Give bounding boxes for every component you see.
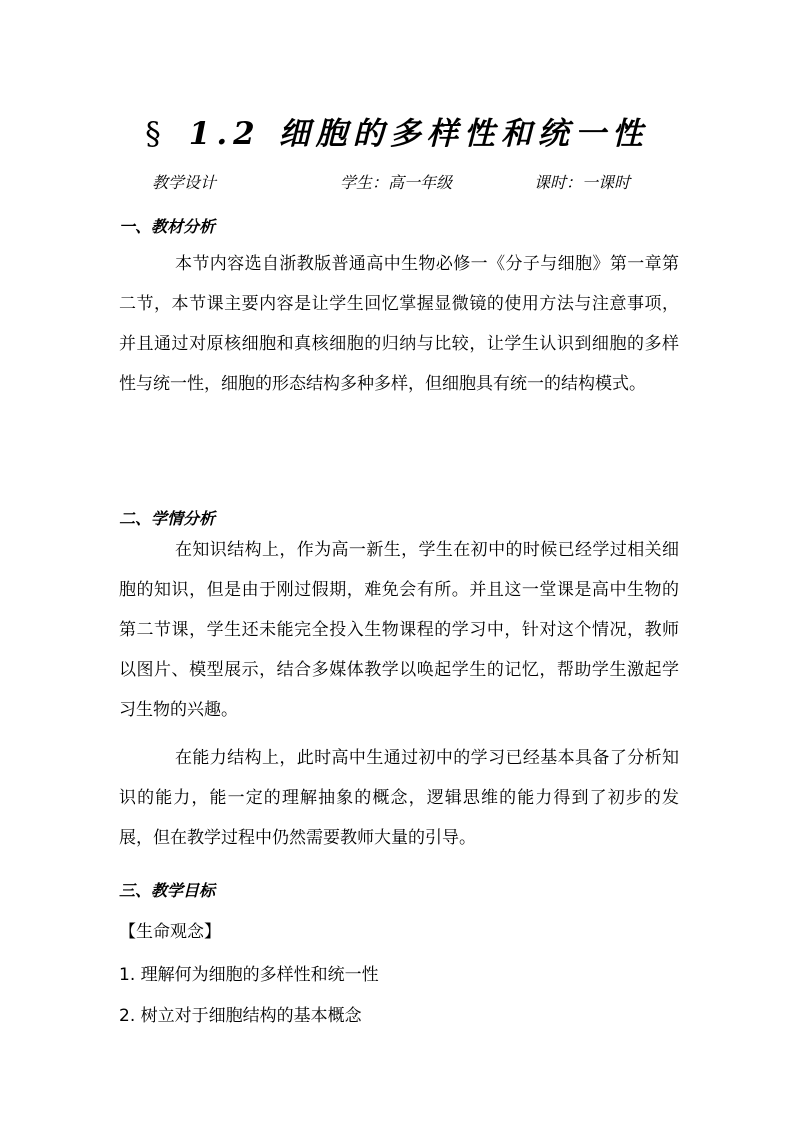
section-heading: 一、教材分析 (119, 217, 216, 236)
title-text: 细胞的多样性和统一性 (278, 116, 649, 152)
section-number: 1.2 (188, 116, 261, 152)
section-mark: § (145, 116, 167, 152)
document-title (0, 108, 794, 153)
paragraph: 本节内容选自浙教版普通高中生物必修一《分子与细胞》第一章第二节，本节课主要内容是让学生回忆掌握显微镜的使用方法与注意事项，并且通过对原核细胞和真核细胞的归纳与比较，让学生认识到细胞的多样性与统一性，细胞的形态结构多种多样，但细胞具有统一的结构模式。 (119, 254, 679, 394)
meta-design: 教学设计 (152, 173, 217, 192)
section-heading: 二、学情分析 (119, 509, 216, 528)
list-item: 1. 理解何为细胞的多样性和统一性 (119, 965, 379, 985)
section-heading: 三、教学目标 (119, 881, 216, 900)
paragraph: 在能力结构上，此时高中生通过初中的学习已经基本具备了分析知识的能力，能一定的理解抽象的概念，逻辑思维的能力得到了初步的发展，但在教学过程中仍然需要教师大量的引导。 (119, 748, 679, 848)
paragraph: 在知识结构上，作为高一新生，学生在初中的时候已经学过相关细胞的知识，但是由于刚过假期，难免会有所。并且这一堂课是高中生物的第二节课，学生还未能完全投入生物课程的学习中，针对这个情况，教师以图片、模型展示，结合多媒体教学以唤起学生的记忆，帮助学生激起学习生物的兴趣。 (119, 540, 679, 720)
list-item: 2. 树立对于细胞结构的基本概念 (119, 1006, 362, 1026)
meta-period: 课时：一课时 (534, 173, 631, 192)
subheading: 【生命观念】 (119, 922, 221, 942)
meta-student: 学生：高一年级 (340, 173, 453, 192)
